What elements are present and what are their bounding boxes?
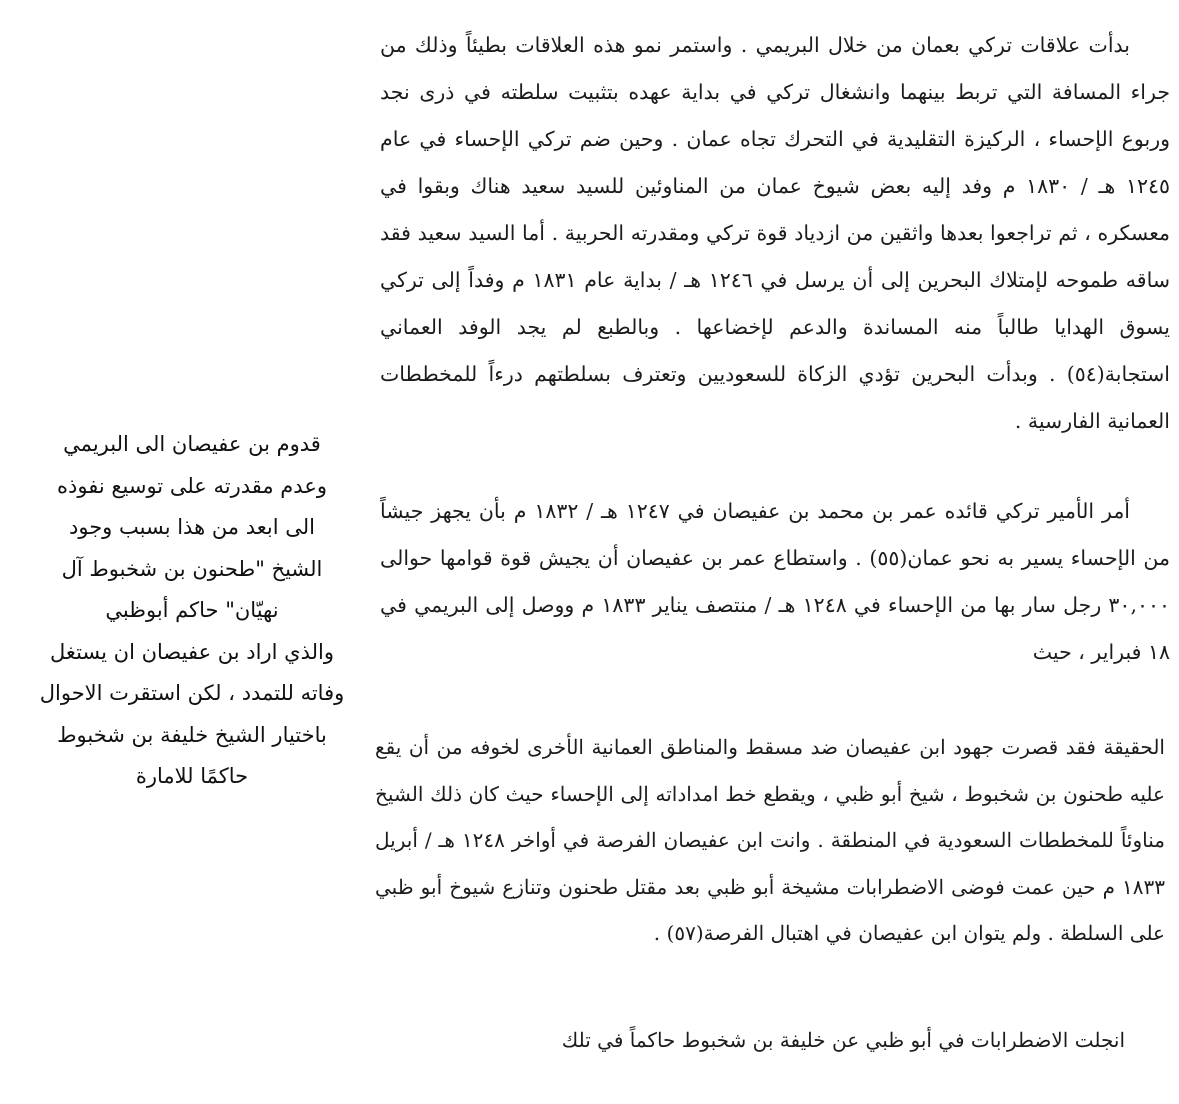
paragraph-text: أمر الأمير تركي قائده عمر بن محمد بن عفيصان في ١٢٤٧ هـ / ١٨٣٢ م بأن يجهز جيشاً من الإحساء يسير به نحو عمان(٥٥) . واستطاع عمر بن عفيصان أن يجيش قوة قوامها حوالى ٣٠,٠٠٠ رجل سار بها من الإحساء في ١٢٤٨ هـ / منتصف يناير ١٨٣٣ م ووصل إلى البريمي في ١٨ فبراير ، حيث <box>380 499 1170 664</box>
annotation-line: وعدم مقدرته على توسيع نفوذه <box>57 473 327 498</box>
annotation-line: وفاته للتمدد ، لكن استقرت الاحوال <box>39 681 345 705</box>
scanned-paragraph-4 <box>375 1017 1165 1077</box>
annotation-line: الشيخ "طحنون بن شخبوط آل <box>61 556 323 581</box>
annotation-line: الى ابعد من هذا بسبب وجود <box>69 515 315 539</box>
annotation-line: قدوم بن عفيصان الى البريمي <box>63 432 321 456</box>
paragraph-text: بدأت علاقات تركي بعمان من خلال البريمي . واستمر نمو هذه العلاقات بطيئاً وذلك من جراء المسافة التي تربط بينهما وانشغال تركي في بداية عهده بتثبيت سلطته في ذرى نجد وربوع الإحساء ، الركيزة التقليدية في التحرك تجاه عمان . وحين ضم تركي الإحساء في عام ١٢٤٥ هـ / ١٨٣٠ م وفد إليه بعض شيوخ عمان من المناوئين للسيد سعيد هناك وبقوا في معسكره ، ثم تراجعوا بعدها واثقين من ازدياد قوة تركي ومقدرته الحربية . أما السيد سعيد فقد ساقه طموحه لإمتلاك البحرين إلى أن يرسل في ١٢٤٦ هـ / بداية عام ١٨٣١ م وفداً إلى تركي يسوق الهدايا طالباً منه المساندة والدعم لإخضاعها . وبالطبع لم يجد الوفد العماني استجابة(٥٤) . وبدأت البحرين تؤدي الزكاة للسعوديين وتعترف بسلطتهم درءاً للمخططات العمانية الفارسية . <box>380 33 1170 433</box>
annotation-line: باختيار الشيخ خليفة بن شخبوط <box>57 722 327 747</box>
side-annotation <box>12 424 372 798</box>
annotation-line: والذي اراد بن عفيصان ان يستغل <box>50 639 334 664</box>
scanned-paragraph-2 <box>380 488 1170 676</box>
paragraph-text: الحقيقة فقد قصرت جهود ابن عفيصان ضد مسقط والمناطق العمانية الأخرى لخوفه من أن يقع عليه طحنون بن شخبوط ، شيخ أبو ظبي ، ويقطع خط امداداته إلى الإحساء حيث كان ذلك الشيخ مناوئاً للمخططات السعودية في المنطقة . وانت ابن عفيصان الفرصة في أواخر ١٢٤٨ هـ / أبريل ١٨٣٣ م حين عمت فوضى الاضطرابات مشيخة أبو ظبي بعد مقتل طحنون وتنازع شيوخ أبو ظبي على السلطة . ولم يتوان ابن عفيصان في اهتبال الفرصة(٥٧) . <box>375 735 1165 945</box>
annotation-line: نهيّان" حاكم أبوظبي <box>105 598 279 622</box>
annotation-line: حاكمًا للامارة <box>135 764 249 788</box>
scanned-paragraph-1 <box>380 22 1170 445</box>
paragraph-text: انجلت الاضطرابات في أبو ظبي عن خليفة بن شخبوط حاكماً في تلك <box>561 1028 1125 1052</box>
scanned-paragraph-3 <box>375 724 1165 957</box>
